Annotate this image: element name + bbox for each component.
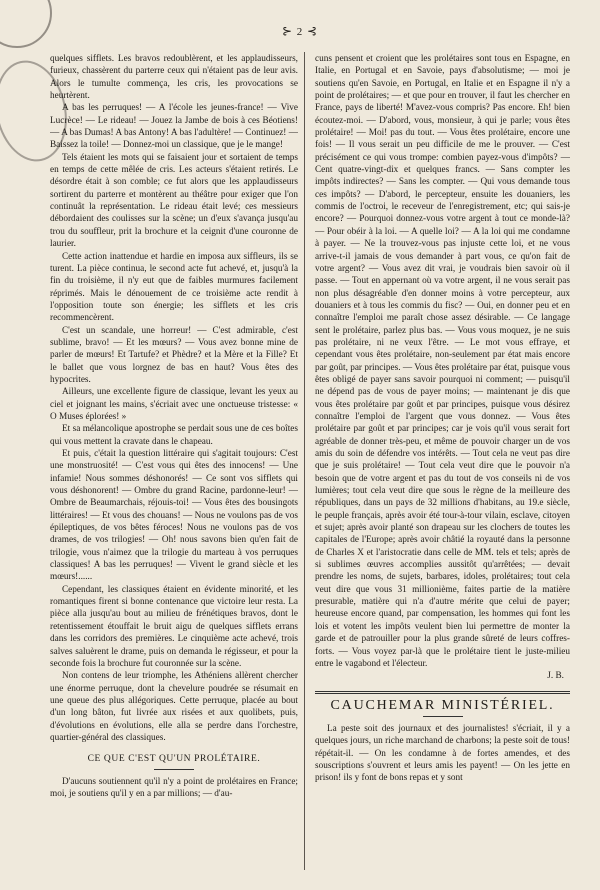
paragraph: D'aucuns soutiennent qu'il n'y a point de prolétaires en France; moi, je soutiens qu'il y en a par millions; — d'au-	[50, 776, 298, 799]
paragraph: C'est un scandale, une horreur! — C'est admirable, c'est sublime, bravo! — Et les mœurs? — Vous avez bonne mine de parler de mœurs! Et Tartufe? et Phèdre? et la Mère et la Fille? Et le ballet que vous lorgnez de bas en haut? Vous êtes des hypocrites.	[50, 325, 298, 385]
paragraph: La peste soit des journaux et des journalistes! s'écriait, il y a quelques jours, un riche marchand de charbons; la peste soit de tous! répétait-il. — On les condamne à de fortes amendes, et des souscriptions s'ouvrent et leurs amis les payent! — On les jette en prison! ils y font de bons repas et y sont	[315, 723, 570, 784]
article-title: CAUCHEMAR MINISTÉRIEL.	[330, 697, 555, 713]
signature: J. B.	[547, 671, 564, 682]
paragraph: Cette action inattendue et hardie en imposa aux siffleurs, ils se turent. La pièce continua, le second acte fut achevé, et, jusqu'à la fin du troisième, il n'y eut que de faibles murmures facilement réprimés. Mais le dénouement de ce troisième acte rendit à l'opposition toute son énergie; les sifflets et les cris recommencèrent.	[50, 251, 298, 324]
paragraph: Et puis, c'était la question littéraire qui s'agitait toujours: C'est une monstruosité! — C'est vous qui êtes des innocens! — Une infamie! Nous sommes déshonorés! — Ce sont vos sifflets qui vous déshonorent! — Ombre du grand Racine, pardonne-leur! — Ombre de Beaumarchais, réjouis-toi! — Vous êtes des bousingots littéraires! — Et vous des chouans! — Nous ne voulons pas de vos épileptiques, de vos bêtes féroces! Nous ne voulons pas de vos drames, de vos trilogies! — Oh! nous savons bien qu'en fait de trilogie, vous n'aimez que la trilogie du marteau à vos perruques classiques! A bas les perruques! — Vivent le grand siècle et les mœurs!......	[50, 449, 298, 583]
right-column	[315, 53, 570, 873]
paragraph: Non contens de leur triomphe, les Athéniens allèrent chercher une énorme perruque, dont la chevelure poudrée se résumait en une queue des plus allégoriques. Cette perruque, placée au bout d'un long bâton, fut livrée aux risées et aux quolibets, puis, d'évolutions en évolutions, elle alla se perdre dans l'orchestre, quartier-général des classiques.	[50, 671, 298, 743]
page-header	[0, 25, 600, 38]
library-stamp	[0, 0, 52, 48]
paragraph: Et sa mélancolique apostrophe se perdait sous une de ces boîtes qui vous mettent la cravate dans le chapeau.	[50, 424, 298, 447]
title-rule	[154, 769, 194, 770]
page-number: 2	[296, 26, 304, 38]
paragraph: cuns pensent et croient que les prolétaires sont tous en Espagne, en Italie, en Portugal et en Savoie, pays d'absolutisme; — moi je soutiens qu'en Savoie, en Portugal, en Italie et en Espagne il n'y a point de prolétaires; — et que pour en trouver, il faut les chercher en France, pays de liberté! M'avez-vous compris? Pas encore. Eh! bien écoutez-moi. — D'abord, vous, monsieur, à qui je parle; vous êtes prolétaire! — Moi! pas du tout. — Vous êtes prolétaire, encore une fois! — Il vous serait un peu difficile de me le prouver. — C'est précisément ce qui vous trompe: combien payez-vous d'impôts? — Cent quatre-vingt-dix et quelques francs. — Sans compter les impôts indirectes? — Sans les compter. — Qui vous demande tous ces impôts? — D'abord, le percepteur, ensuite les douaniers, les commis de l'octroi, le receveur de l'enregistrement, etc; qui sais-je encore? — Pourquoi donnez-vous votre argent à tout ce monde-là? — Pour obéir à la loi. — A quelle loi? — A la loi qui me condamne à payer. — Ne la trouvez-vous pas injuste cette loi, et ne vous arrive-t-il jamais de vous demander à part vous, ce qu'on fait de votre argent? — Vous avez dit vrai, je voudrais bien savoir où il passe. — Tout en appernant où va votre argent, il ne vous serait pas non plus désagréable d'en donner moins à votre percepteur, aux douaniers et à tous les commis du fisc? — Oui, en donner peu et en connaître l'emploi me paraît chose assez désirable. — Ce langage sent le prolétaire, parlez plus bas. — Vous vous moquez, je ne suis pas prolétaire, ni ne veux l'être. — Le mot vous effraye, et cependant vous êtes prolétaire, non-seulement par état mais encore par goût, par principes. — Vous êtes prolétaire par état, puisque vous êtes obligé de payer sans savoir pourquoi ni comment; — puisqu'il ne dépend pas de vous de payer moins; — maintenant je dis que vous êtes prolétaire par goût et par principes, puisque vous désirez connaître l'emploi de l'argent que vous donnez. — Vous êtes prolétaire par goût et par principes; car je vois qu'il vous serait fort agréable de donner très-peu, et même de pouvoir charger un de vos amis du soin de défendre vos intérêts. — Tout cela ne veut pas dire que je suis prolétaire! — Tout cela veut dire que le pouvoir n'a besoin que de votre argent et pas du tout de vos conseils ni de vos lumières; tout cela veut dire que sous le règne de la meilleure des républiques, dans un pays de 32 millions d'habitans, au 19.e siècle, le peuple français, après avoir été tour-à-tour vilain, esclave, citoyen et sujet; après avoir planté son drapeau sur les clochers de toutes les capitales de l'Europe; après avoir châtié la royauté dans la personne de Charles X et l'aristocratie dans celle de MM. tels et tels; après de si sublimes œuvres accomplies aussitôt qu'arrêtées; — devait prendre les noms, de sujets, barbares, idoles, prolétaires; tout cela veut dire que vous 31 millionième, faites partie de la matière presurable, matière qui n'a d'autre mérite que celui de payer; heureuse encore quand, par compensation, les hommes qui font les lois et votent les impôts veulent bien lui permettre de monter la garde et de patrouiller pour la plus grande sûreté de leurs coffres-forts. — Vous voyez par-là que le prolétaire tient le juste-milieu entre le vagabond et l'électeur.	[315, 54, 570, 669]
section-title: CE QUE C'EST QU'UN PROLÉTAIRE.	[87, 754, 261, 765]
column-divider	[304, 52, 305, 870]
paragraph: Tels étaient les mots qui se faisaient jour et sortaient de temps en temps de cette mêlée de cris. Les acteurs s'étaient retirés. Le désordre était à son comble; ce fut alors que les applaudisseurs sortirent du parterre et montèrent au théâtre pour exiger que l'on continuât la représentation. Le rideau était levé; ces messieurs débordaient des coulisses sur la scène; un d'eux s'avança jusqu'au trou du souffleur, prit la brochure et la ceignit d'une couronne de laurier.	[50, 152, 298, 250]
ornament-left: ⊱	[281, 24, 293, 38]
article-separator	[315, 691, 570, 694]
paragraph: Ailleurs, une excellente figure de classique, levant les yeux au ciel et joignant les mains, s'écriait avec une onctueuse tristesse: « O Muses éplorées! »	[50, 387, 298, 422]
paragraph: Cependant, les classiques étaient en évidente minorité, et les romantiques firent si bonne contenance que victoire leur resta. La pièce alla jusqu'au bout au milieu de frénétiques bravos, dont le retentissement étouffait le bruit aigu de quelques sifflets errans dans les corridors des premières. Le cinquième acte achevé, trois salves saluèrent le drame, puis on demanda le régisseur, et pour la seconde fois la brochure fut couronnée sur la scène.	[50, 584, 298, 669]
left-column	[50, 53, 298, 873]
paragraph: A bas les perruques! — A l'école les jeunes-france! — Vive Lucrèce! — Le rideau! — Jouez la Jambe de bois à ces Béotiens! — A bas Dumas! A bas Antony! A bas l'adultère! — Continuez! — Baissez la toile! — Donnez-moi un classique, que je le mange!	[50, 103, 298, 151]
title-rule	[423, 716, 463, 717]
ornament-right: ⊰	[307, 24, 319, 38]
paragraph: quelques sifflets. Les bravos redoublèrent, et les applaudisseurs, furieux, chassèrent du parterre ceux qui n'étaient pas de leur avis. Alors le tumulte commença, les cris, les provocations se heurtèrent.	[50, 54, 298, 102]
